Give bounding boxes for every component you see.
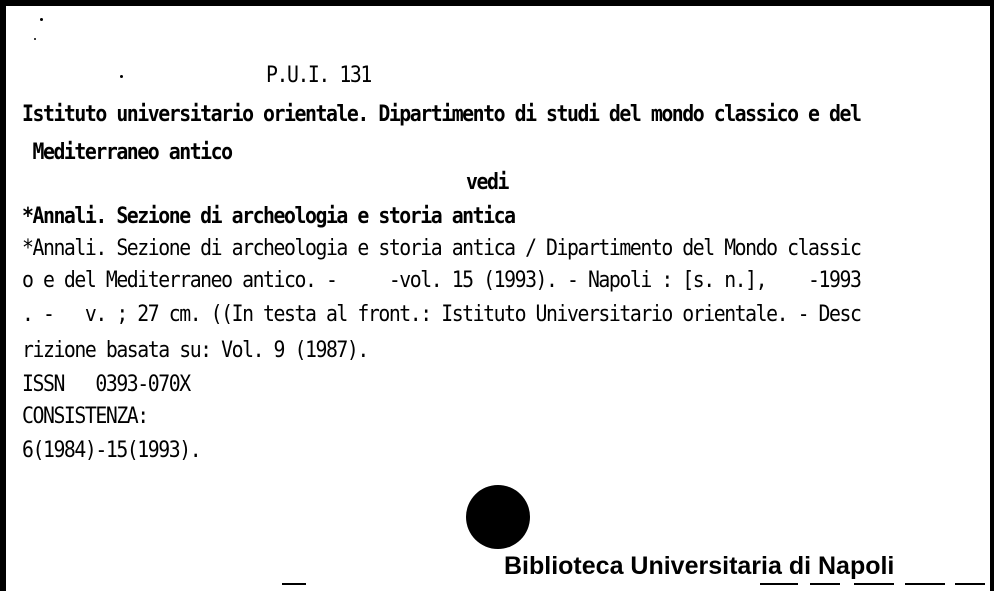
bottom-rule-mark [810,583,840,585]
card-border-left [0,0,6,591]
bottom-rule-mark [905,583,945,585]
entry-line-2: o e del Mediterraneo antico. - -vol. 15 (1993). - Napoli : [s. n.], -1993 [22,268,861,293]
shelfmark: P.U.I. 131 [266,63,371,88]
see-reference: vedi [466,170,508,195]
issn: ISSN 0393-070X [22,372,190,397]
entry-line-4: rizione basata su: Vol. 9 (1987). [22,338,368,363]
library-stamp-dot [466,485,530,549]
heading-line-2: Mediterraneo antico [22,140,232,165]
bottom-rule-mark [854,583,894,585]
bottom-rule-mark [282,583,306,585]
card-border-right [990,0,994,591]
bottom-rule-mark [955,583,985,585]
holdings: 6(1984)-15(1993). [22,438,201,463]
card-border-top [0,0,994,6]
speck-mark [34,38,36,40]
holdings-label: CONSISTENZA: [22,404,148,429]
bottom-rule-mark [760,583,798,585]
entry-line-3: . - v. ; 27 cm. ((In testa al front.: Istituto Universitario orientale. - Desc [22,302,861,327]
entry-line-1: *Annali. Sezione di archeologia e storia antica / Dipartimento del Mondo classic [22,236,861,261]
heading-line-1: Istituto universitario orientale. Dipartimento di studi del mondo classico e del [22,102,861,127]
speck-mark [40,18,43,21]
see-also-entry: *Annali. Sezione di archeologia e storia antica [22,204,515,229]
library-stamp-label: Biblioteca Universitaria di Napoli [504,552,895,580]
speck-mark [120,75,123,78]
